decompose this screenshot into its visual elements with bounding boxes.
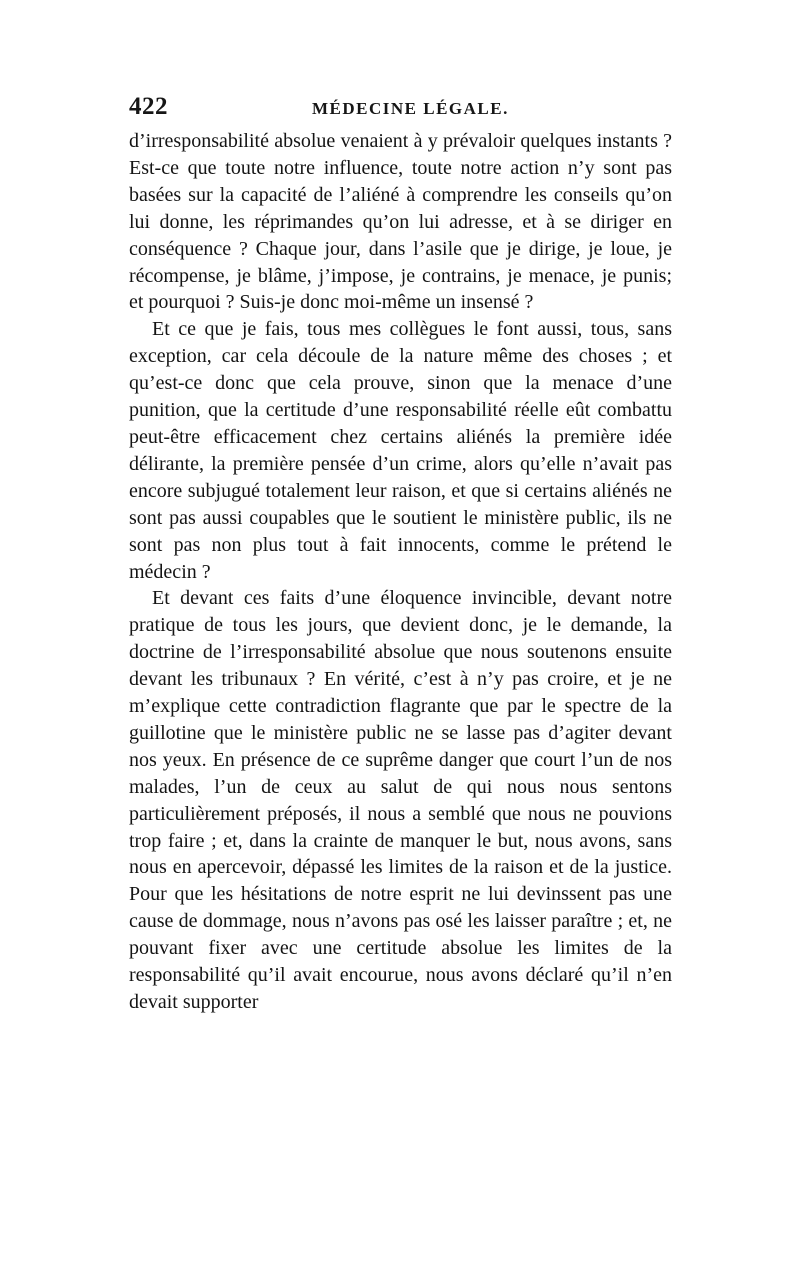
paragraph: Et ce que je fais, tous mes collègues le font aussi, tous, sans exception, car cela découle de la nature même des choses ; et qu’est-ce donc que cela prouve, sinon que la menace d’une punition, que la certitude d’une responsabilité réelle eût combattu peut-être efficacement chez certains aliénés la première idée délirante, la première pensée d’un crime, alors qu’elle n’avait pas encore subjugué totalement leur raison, et que si certains aliénés ne sont pas aussi coupables que le soutient le ministère public, ils ne sont pas non plus tout à fait innocents, comme le prétend le médecin ? — [129, 318, 672, 583]
body-text — [129, 128, 672, 1016]
running-head: MÉDECINE LÉGALE. — [312, 99, 509, 118]
page-number: 422 — [129, 93, 168, 120]
paragraph-continued: d’irresponsabilité absolue venaient à y prévaloir quelques instants ? Est-ce que toute notre influence, toute notre action n’y sont pas basées sur la capacité de l’aliéné à comprendre les conseils qu’on lui donne, les réprimandes qu’on lui adresse, et à se diriger en conséquence ? Chaque jour, dans l’asile que je dirige, je loue, je récompense, je blâme, j’impose, je contrains, je menace, je punis; et pourquoi ? Suis-je donc moi-même un insensé ? — [129, 130, 672, 314]
paragraph: Et devant ces faits d’une éloquence invincible, devant notre pratique de tous les jours, que devient donc, je le demande, la doctrine de l’irresponsabilité absolue que nous soutenons ensuite devant les tribunaux ? En vérité, c’est à n’y pas croire, et je ne m’explique cette contradiction flagrante que par le spectre de la guillotine que le ministère public ne se lasse pas d’agiter devant nos yeux. En présence de ce suprême danger que court l’un de nos malades, l’un de ceux au salut de qui nous nous sentons particulièrement préposés, il nous a semblé que nous ne pouvions trop faire ; et, dans la crainte de manquer le but, nous avons, sans nous en apercevoir, dépassé les limites de la raison et de la justice. Pour que les hésitations de notre esprit ne lui devinssent pas une cause de dommage, nous n’avons pas osé les laisser paraître ; et, ne pouvant fixer avec une certitude absolue les limites de la responsabilité qu’il avait encourue, nous avons déclaré qu’il n’en devait supporter — [129, 587, 672, 1013]
page-header — [129, 93, 672, 125]
